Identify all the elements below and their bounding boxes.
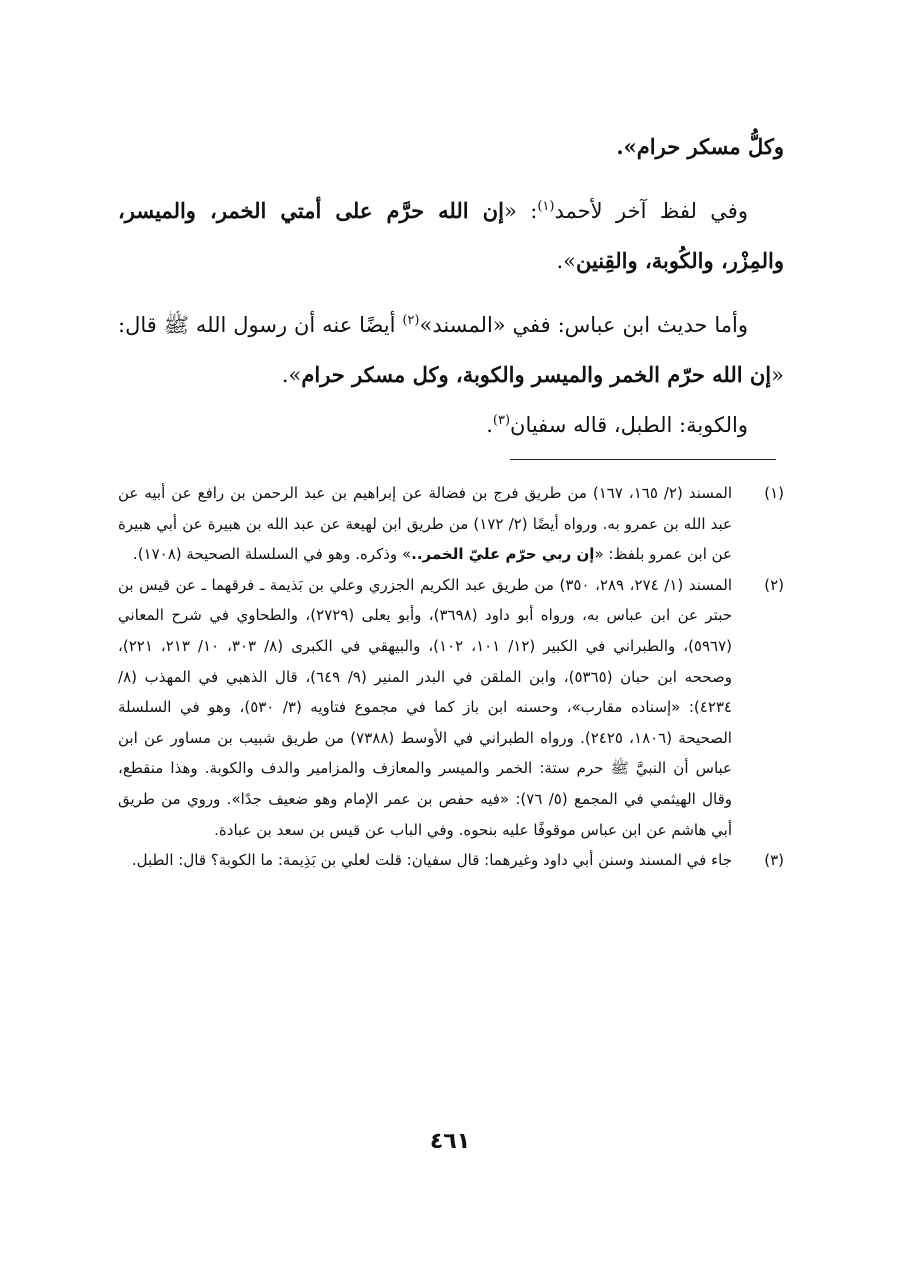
- footnote-separator: [510, 459, 776, 460]
- footnote-2-number: (٢): [764, 575, 784, 594]
- p3-text-a: وأما حديث ابن عباس: ففي «المسند»: [419, 313, 748, 337]
- footnote-1-text-b: » وذكره. وهو في السلسلة الصحيحة (١٧٠٨).: [132, 545, 412, 564]
- footnote-2: [118, 570, 784, 845]
- p2-text-c: ».: [556, 249, 576, 273]
- main-paragraph-1-text: وكلُّ مسكر حرام».: [616, 134, 784, 159]
- p3-text-c: ».: [281, 363, 302, 387]
- footnote-ref-2[interactable]: (٢): [402, 313, 420, 328]
- main-paragraph-2: [118, 186, 784, 286]
- main-paragraph-3: [118, 300, 784, 400]
- footnote-3-text: جاء في المسند وسنن أبي داود وغيرهما: قال سفيان: قلت لعلي بن بَذِيمة: ما الكوبة؟ قال: الطبل.: [131, 851, 732, 870]
- main-paragraph-1: [118, 122, 784, 172]
- page-number: ٤٦١: [429, 1129, 471, 1154]
- main-text: [118, 122, 784, 450]
- p2-text-a: وفي لفظ آخر لأحمد: [554, 199, 748, 223]
- footnote-ref-1[interactable]: (١): [537, 199, 555, 214]
- p3-quote: إن الله حرّم الخمر والميسر والكوبة، وكل مسكر حرام: [301, 362, 772, 387]
- p4-text-b: .: [486, 413, 493, 437]
- footnote-1-text-a: المسند (٢/ ١٦٥، ١٦٧) من طريق فرج بن فضالة عن إبراهيم بن عبد الرحمن بن رافع عن أبيه عن عبد الله بن عمرو به. ورواه أيضًا (٢/ ١٧٢) من طريق ابن لهيعة عن عبد الله بن هبيرة عن أبي هبيرة عن ابن عمرو بلفظ: «: [118, 484, 733, 564]
- p2-text-b: : «: [503, 199, 538, 223]
- p2-quote: إن الله حرَّم على أمتي الخمر، والميسر، والمِزْر، والكُوبة، والقِنين: [118, 198, 784, 273]
- main-paragraph-4: [118, 400, 784, 450]
- footnote-2-text: المسند (١/ ٢٧٤، ٢٨٩، ٣٥٠) من طريق عبد الكريم الجزري وعلي بن بَذيمة ـ فرقهما ـ عن قيس بن حبتر عن ابن عباس به، ورواه أبو داود (٣٦٩٨)، وأبو يعلى (٢٧٢٩)، والطحاوي في شرح المعاني (٥٩٦٧)، والطبراني في الكبير (١٢/ ١٠١، ١٠٢)، والبيهقي في الكبرى (٨/ ٣٠٣، ١٠/ ٢١٣، ٢٢١)، وصححه ابن حبان (٥٣٦٥)، وابن الملقن في البدر المنير (٩/ ٦٤٩)، قال الذهبي في المهذب (٨/ ٤٢٣٤): «إسناده مقارب»، وحسنه ابن باز كما في مجموع فتاويه (٣/ ٥٣٠)، وهو في السلسلة الصحيحة (١٨٠٦، ٢٤٢٥). ورواه الطبراني في الأوسط (٧٣٨٨) من طريق شبيب بن مساور عن ابن عباس أن النبيَّ ﷺ حرم ستة: الخمر والميسر والمعازف والمزامير والدف والكوبة. وهذا منقطع، وقال الهيثمي في المجمع (٥/ ٧٦): «فيه حفص بن عمر الإمام وهو ضعيف جدًا». وروي من طريق أبي هاشم عن ابن عباس موقوفًا عليه بنحوه. وفي الباب عن قيس بن سعد بن عبادة.: [118, 575, 733, 839]
- footnote-3-number: (٣): [764, 851, 784, 870]
- footnote-ref-3[interactable]: (٣): [492, 413, 511, 428]
- p3-text-b: أيضًا عنه أن رسول الله ﷺ قال: «: [118, 313, 784, 387]
- footnotes: [118, 478, 784, 876]
- footnote-1-quote: إن ربي حرّم عليّ الخمر..: [411, 545, 595, 564]
- footnote-1-number: (١): [764, 484, 784, 502]
- p4-text-a: والكوبة: الطبل، قاله سفيان: [510, 413, 748, 437]
- footnote-3: [118, 845, 784, 876]
- footnote-1: [118, 478, 784, 570]
